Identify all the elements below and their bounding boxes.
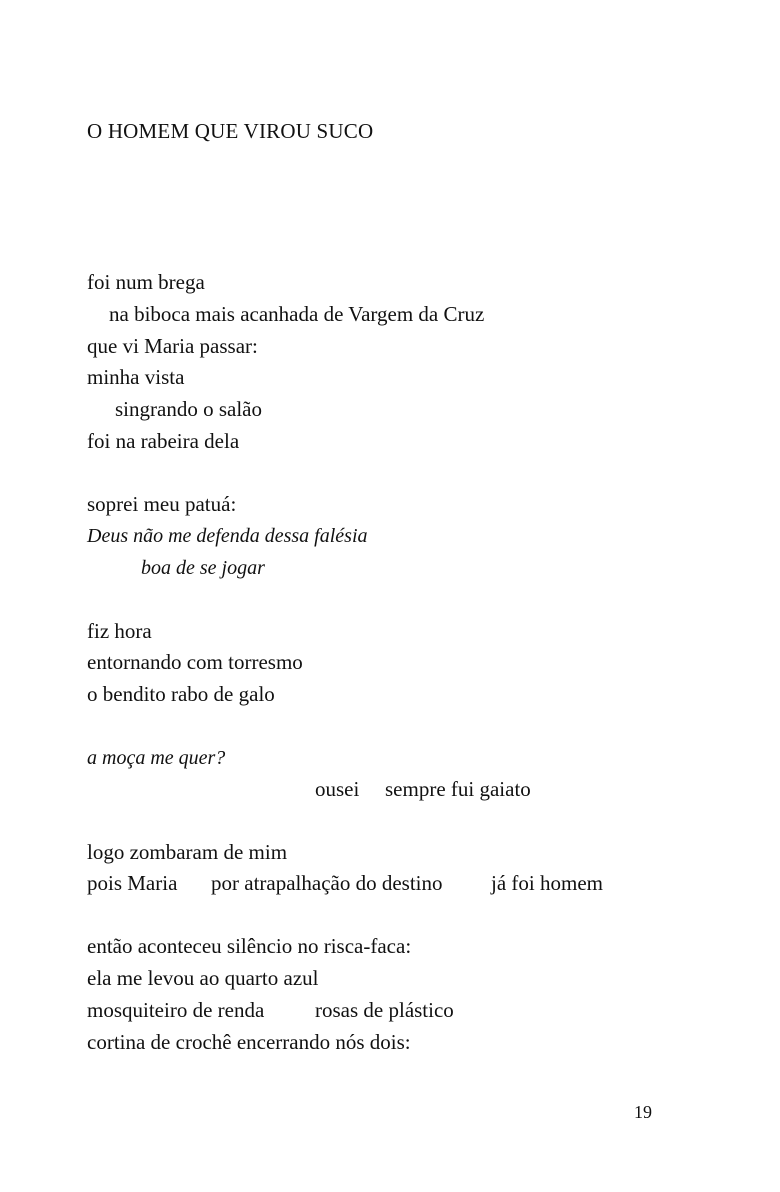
poem-line: entornando com torresmo <box>87 650 303 674</box>
poem-title: O HOMEM QUE VIROU SUCO <box>87 119 374 143</box>
poem-line: cortina de crochê encerrando nós dois: <box>87 1030 411 1054</box>
poem-line: minha vista <box>87 365 185 389</box>
poem-line-fragment: por atrapalhação do destino <box>211 871 443 895</box>
poem-line: o bendito rabo de galo <box>87 682 275 706</box>
poem-line: foi num brega <box>87 270 205 294</box>
poem-line: ela me levou ao quarto azul <box>87 966 319 990</box>
poem-line: fiz hora <box>87 619 152 643</box>
poem-line-italic: a moça me quer? <box>87 747 226 769</box>
page-number: 19 <box>634 1102 652 1122</box>
poem-line-fragment: pois Maria <box>87 871 178 895</box>
poem-line-fragment: ousei <box>315 777 360 801</box>
poem-line: soprei meu patuá: <box>87 492 237 516</box>
poem-line-fragment: já foi homem <box>491 871 603 895</box>
poem-line-fragment: mosquiteiro de renda <box>87 998 265 1022</box>
poem-line: que vi Maria passar: <box>87 334 258 358</box>
poem-line-fragment: sempre fui gaiato <box>385 777 531 801</box>
poem-line-italic: boa de se jogar <box>141 557 265 579</box>
poem-line: foi na rabeira dela <box>87 429 240 453</box>
poem-line-italic: Deus não me defenda dessa falésia <box>87 525 368 547</box>
poem-line: logo zombaram de mim <box>87 840 288 864</box>
poem-line-fragment: rosas de plástico <box>315 998 454 1022</box>
poem-line: então aconteceu silêncio no risca-faca: <box>87 934 412 958</box>
poem-line: na biboca mais acanhada de Vargem da Cruz <box>109 302 485 326</box>
poem-line: singrando o salão <box>115 397 262 421</box>
